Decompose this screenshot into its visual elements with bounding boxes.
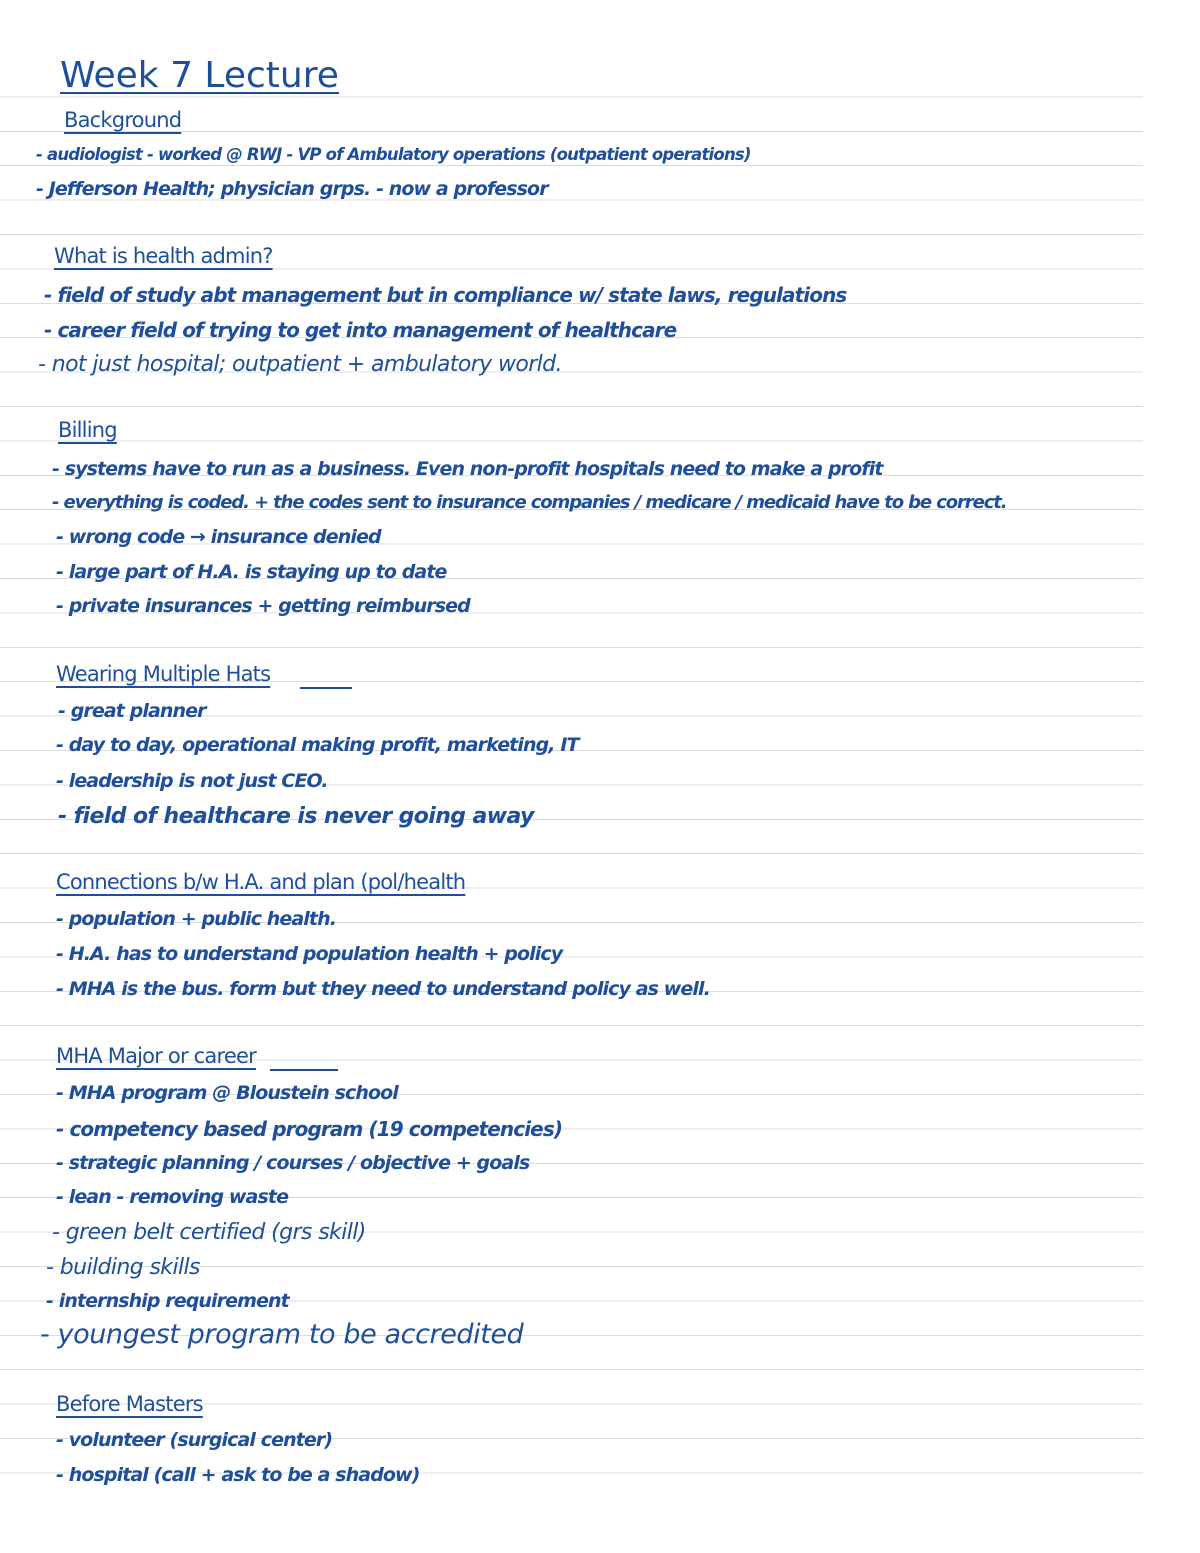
note-line: - competency based program (19 competencies) — [56, 1117, 563, 1141]
section-heading-mha-major-or-career: MHA Major or career — [56, 1044, 256, 1068]
section-heading-wearing-multiple-hats: Wearing Multiple Hats — [56, 662, 271, 686]
note-line: - green belt certified (grs skill) — [52, 1220, 366, 1245]
section-heading-connections: Connections b/w H.A. and plan (pol/health — [56, 870, 466, 894]
note-line: - building skills — [46, 1255, 200, 1280]
section-heading-background: Background — [64, 108, 182, 132]
note-line: - strategic planning / courses / objective + goals — [56, 1152, 530, 1174]
note-line: - day to day, operational making profit, marketing, IT — [56, 734, 579, 756]
heading-underline — [270, 1069, 338, 1071]
note-line: - internship requirement — [46, 1290, 289, 1312]
note-line: - audiologist - worked @ RWJ - VP of Ambulatory operations (outpatient operations) — [36, 145, 751, 164]
section-heading-before-masters: Before Masters — [56, 1392, 203, 1416]
section-heading-what-is-health-admin: What is health admin? — [54, 244, 273, 268]
note-line: - everything is coded. + the codes sent to insurance companies / medicare / medicaid have to be correct. — [52, 492, 1007, 513]
note-line: - wrong code → insurance denied — [56, 526, 381, 548]
note-line: - youngest program to be accredited — [40, 1319, 524, 1350]
note-line: - private insurances + getting reimbursed — [56, 595, 470, 617]
note-line: - H.A. has to understand population health + policy — [56, 943, 563, 965]
note-line: - large part of H.A. is staying up to date — [56, 561, 447, 583]
note-line: - field of healthcare is never going away — [58, 804, 534, 829]
note-line: - leadership is not just CEO. — [56, 770, 328, 792]
note-line: - population + public health. — [56, 908, 337, 930]
note-line: - Jefferson Health; physician grps. - now a professor — [36, 178, 548, 200]
note-line: - systems have to run as a business. Even non-profit hospitals need to make a profit — [52, 458, 883, 480]
heading-underline — [300, 687, 352, 689]
note-line: - field of study abt management but in compliance w/ state laws, regulations — [44, 283, 847, 307]
note-line: - MHA is the bus. form but they need to understand policy as well. — [56, 978, 710, 1000]
note-line: - great planner — [58, 700, 206, 722]
note-line: - hospital (call + ask to be a shadow) — [56, 1464, 420, 1486]
page-title: Week 7 Lecture — [60, 55, 339, 96]
note-line: - volunteer (surgical center) — [56, 1429, 333, 1451]
note-line: - career field of trying to get into management of healthcare — [44, 318, 677, 342]
note-line: - lean - removing waste — [56, 1186, 289, 1208]
note-line: - MHA program @ Bloustein school — [56, 1082, 398, 1104]
section-heading-billing: Billing — [58, 418, 117, 442]
note-line: - not just hospital; outpatient + ambulatory world. — [38, 352, 562, 377]
